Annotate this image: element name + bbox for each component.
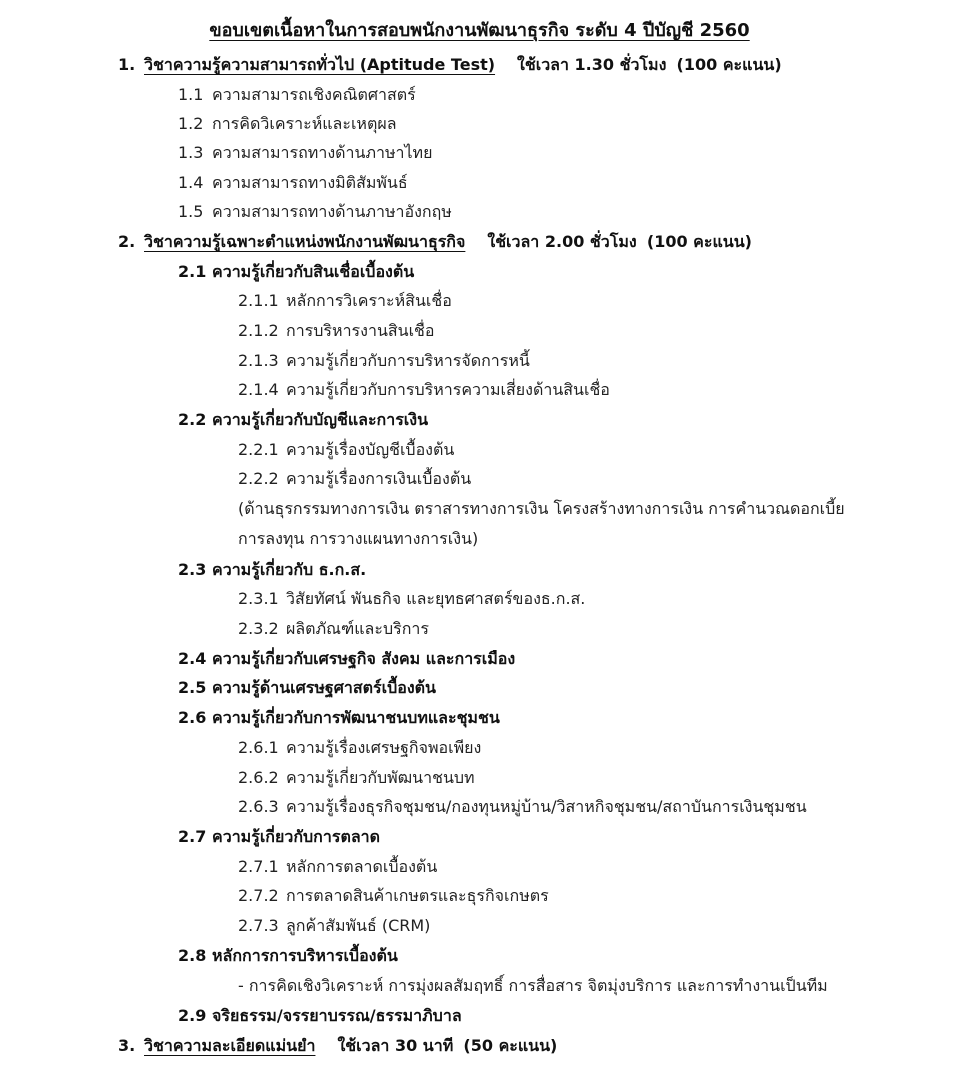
section-2-heading	[118, 227, 752, 257]
item-number: 2.1.3	[238, 351, 279, 370]
list-item	[238, 346, 530, 376]
item-label: การคิดวิเคราะห์และเหตุผล	[212, 114, 397, 133]
section-score: (100 คะแนน)	[646, 232, 752, 251]
list-item	[238, 614, 429, 644]
list-item	[238, 881, 549, 911]
bullet-item: - การคิดเชิงวิเคราะห์ การมุ่งผลสัมฤทธิ์ การสื่อสาร จิตมุ่งบริการ และการทำงานเป็นทีม	[238, 976, 828, 995]
list-item	[178, 168, 408, 198]
list-item	[238, 375, 610, 405]
group-heading	[178, 703, 500, 733]
group-heading	[178, 555, 366, 585]
group-label: ความรู้เกี่ยวกับบัญชีและการเงิน	[212, 410, 429, 429]
item-label: ความสามารถทางมิติสัมพันธ์	[212, 173, 408, 192]
item-label: ความสามารถทางด้านภาษาอังกฤษ	[212, 202, 452, 221]
group-label: ความรู้ด้านเศรษฐศาสตร์เบื้องต้น	[212, 678, 436, 697]
section-score: (50 คะแนน)	[463, 1036, 558, 1055]
item-number: 2.6.2	[238, 768, 279, 787]
note-text: (ด้านธุรกรรมทางการเงิน ตราสารทางการเงิน โครงสร้างทางการเงิน การคำนวณดอกเบี้ย	[238, 499, 845, 518]
item-label: การตลาดสินค้าเกษตรและธุรกิจเกษตร	[286, 886, 549, 905]
item-number: 1.1	[178, 85, 204, 104]
list-item	[178, 138, 432, 168]
list-item	[178, 109, 397, 139]
section-score: (100 คะแนน)	[676, 55, 782, 74]
item-label: ลูกค้าสัมพันธ์ (CRM)	[286, 916, 431, 935]
group-number: 2.4	[178, 649, 207, 668]
group-number: 2.7	[178, 827, 207, 846]
section-duration: ใช้เวลา 2.00 ชั่วโมง	[487, 232, 637, 251]
group-heading	[178, 405, 428, 435]
list-item	[178, 80, 416, 110]
group-label: หลักการการบริหารเบื้องต้น	[212, 946, 398, 965]
section-number: 3.	[118, 1036, 136, 1055]
group-heading	[178, 673, 436, 703]
group-label: ความรู้เกี่ยวกับเศรษฐกิจ สังคม และการเมือง	[212, 649, 516, 668]
group-number: 2.6	[178, 708, 207, 727]
item-label: ผลิตภัณฑ์และบริการ	[286, 619, 429, 638]
item-number: 2.1.4	[238, 380, 279, 399]
group-heading	[178, 257, 414, 287]
item-number: 2.3.1	[238, 589, 279, 608]
section-1-heading	[118, 50, 782, 80]
group-number: 2.9	[178, 1006, 207, 1025]
item-label: การบริหารงานสินเชื่อ	[286, 321, 435, 340]
group-number: 2.2	[178, 410, 207, 429]
item-label: ความรู้เรื่องธุรกิจชุมชน/กองทุนหมู่บ้าน/วิสาหกิจชุมชน/สถาบันการเงินชุมชน	[286, 797, 807, 816]
list-item	[238, 852, 437, 882]
item-number: 1.3	[178, 143, 204, 162]
section-duration: ใช้เวลา 1.30 ชั่วโมง	[517, 55, 667, 74]
section-subject: วิชาความละเอียดแม่นยำ	[144, 1036, 316, 1055]
group-heading	[178, 941, 398, 971]
group-number: 2.3	[178, 560, 207, 579]
list-item	[238, 763, 475, 793]
item-label: ความรู้เกี่ยวกับพัฒนาชนบท	[286, 768, 475, 787]
section-number: 1.	[118, 55, 136, 74]
list-item	[238, 792, 807, 822]
item-number: 2.2.2	[238, 469, 279, 488]
item-number: 1.5	[178, 202, 204, 221]
item-number: 2.7.3	[238, 916, 279, 935]
item-label: วิสัยทัศน์ พันธกิจ และยุทธศาสตร์ของธ.ก.ส.	[286, 589, 586, 608]
item-number: 2.1.1	[238, 291, 279, 310]
list-item	[238, 464, 471, 494]
item-number: 2.6.1	[238, 738, 279, 757]
list-item	[238, 584, 585, 614]
item-label: ความรู้เกี่ยวกับการบริหารความเสี่ยงด้านสินเชื่อ	[286, 380, 610, 399]
group-number: 2.8	[178, 946, 207, 965]
item-number: 2.6.3	[238, 797, 279, 816]
item-number: 2.1.2	[238, 321, 279, 340]
list-item	[238, 435, 454, 465]
group-label: ความรู้เกี่ยวกับการตลาด	[212, 827, 381, 846]
item-label: หลักการวิเคราะห์สินเชื่อ	[286, 291, 452, 310]
list-item	[178, 197, 452, 227]
list-item	[238, 286, 452, 316]
section-subject: วิชาความรู้ความสามารถทั่วไป (Aptitude Test)	[144, 55, 496, 74]
item-number: 2.2.1	[238, 440, 279, 459]
group-label: ความรู้เกี่ยวกับการพัฒนาชนบทและชุมชน	[212, 708, 500, 727]
item-number: 1.4	[178, 173, 204, 192]
item-label: ความรู้เรื่องเศรษฐกิจพอเพียง	[286, 738, 482, 757]
group-number: 2.1	[178, 262, 207, 281]
list-item	[238, 316, 435, 346]
section-number: 2.	[118, 232, 136, 251]
group-heading	[178, 1001, 462, 1031]
section-duration: ใช้เวลา 30 นาที	[337, 1036, 454, 1055]
list-item	[238, 733, 481, 763]
item-number: 2.7.1	[238, 857, 279, 876]
item-number: 2.3.2	[238, 619, 279, 638]
item-label: ความสามารถทางด้านภาษาไทย	[212, 143, 433, 162]
item-label: หลักการตลาดเบื้องต้น	[286, 857, 438, 876]
item-label: ความรู้เกี่ยวกับการบริหารจัดการหนี้	[286, 351, 530, 370]
item-label: ความสามารถเชิงคณิตศาสตร์	[212, 85, 416, 104]
item-number: 2.7.2	[238, 886, 279, 905]
group-label: จริยธรรม/จรรยาบรรณ/ธรรมาภิบาล	[212, 1006, 462, 1025]
group-label: ความรู้เกี่ยวกับ ธ.ก.ส.	[212, 560, 367, 579]
group-label: ความรู้เกี่ยวกับสินเชื่อเบื้องต้น	[212, 262, 415, 281]
group-number: 2.5	[178, 678, 207, 697]
section-subject: วิชาความรู้เฉพาะตำแหน่งพนักงานพัฒนาธุรกิจ	[144, 232, 466, 251]
group-heading	[178, 644, 515, 674]
document-title	[0, 16, 959, 46]
note-text: การลงทุน การวางแผนทางการเงิน)	[238, 529, 479, 548]
section-3-heading	[118, 1031, 557, 1061]
item-label: ความรู้เรื่องบัญชีเบื้องต้น	[286, 440, 455, 459]
item-label: ความรู้เรื่องการเงินเบื้องต้น	[286, 469, 472, 488]
document-title-text: ขอบเขตเนื้อหาในการสอบพนักงานพัฒนาธุรกิจ ระดับ 4 ปีบัญชี 2560	[209, 20, 750, 41]
list-item	[238, 911, 430, 941]
group-heading	[178, 822, 380, 852]
item-number: 1.2	[178, 114, 204, 133]
